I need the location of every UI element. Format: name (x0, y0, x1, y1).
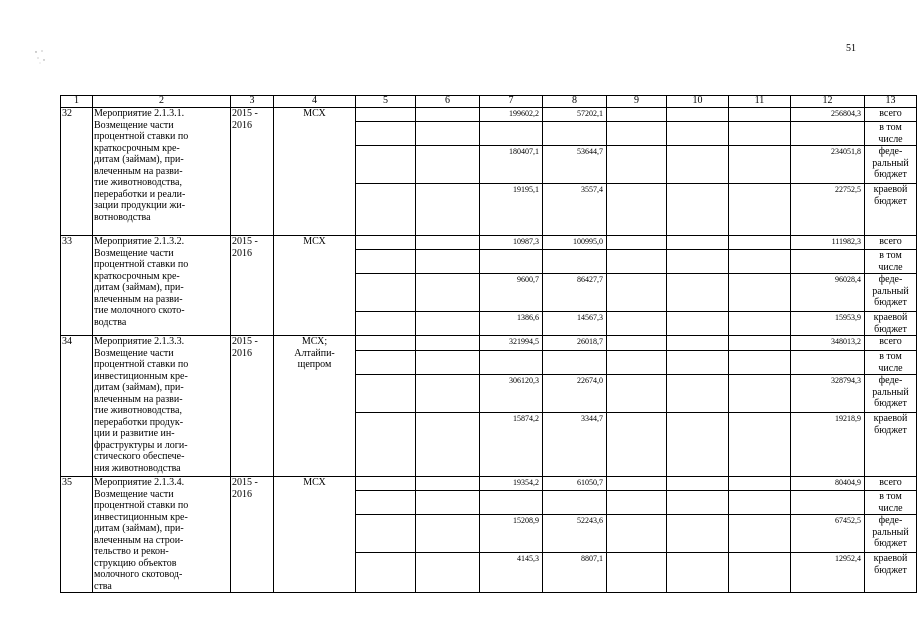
col9-cell (607, 351, 667, 375)
text-line: вотноводства (94, 211, 151, 223)
amount-total (791, 491, 865, 515)
funding-source (865, 312, 917, 336)
col10-cell (667, 108, 729, 122)
amount-total: 328794,3 (791, 375, 865, 413)
col6-cell (416, 375, 480, 413)
amount-total: 234051,8 (791, 146, 865, 184)
column-header-5: 5 (356, 96, 416, 108)
col11-cell (729, 250, 791, 274)
col11-cell (729, 553, 791, 593)
amount-total: 15953,9 (791, 312, 865, 336)
table-row (61, 477, 917, 491)
col11-cell (729, 515, 791, 553)
text-line: Возмещение части (94, 247, 174, 259)
text-line: 2016 (232, 247, 252, 259)
text-line: феде- (878, 146, 903, 157)
col9-cell (607, 122, 667, 146)
text-line: ния животноводства (94, 462, 181, 474)
text-line: тельство и рекон- (94, 546, 169, 557)
measure-description (93, 108, 231, 236)
col6-cell (416, 515, 480, 553)
funding-source (865, 108, 917, 122)
col6-cell (416, 553, 480, 593)
amount-2016: 52243,6 (543, 515, 607, 553)
col10-cell (667, 274, 729, 312)
col9-cell (607, 250, 667, 274)
amount-2015: 19195,1 (480, 184, 543, 236)
amount-total: 256804,3 (791, 108, 865, 122)
amount-2016: 100995,0 (543, 236, 607, 250)
column-header-9: 9 (607, 96, 667, 108)
amount-total: 67452,5 (791, 515, 865, 553)
col6-cell (416, 491, 480, 515)
text-line: Возмещение части (94, 488, 174, 500)
text-line: Мероприятие 2.1.3.2. (94, 236, 185, 247)
text-line: молочного скотовод- (94, 569, 183, 580)
amount-2015: 19354,2 (480, 477, 543, 491)
page-number: 51 (846, 43, 856, 54)
col11-cell (729, 146, 791, 184)
amount-2015 (480, 351, 543, 375)
text-line: бюджет (874, 297, 907, 308)
col6-cell (416, 477, 480, 491)
implementation-period (231, 477, 274, 593)
text-line: Возмещение части (94, 119, 174, 131)
col9-cell (607, 553, 667, 593)
col10-cell (667, 236, 729, 250)
text-line: 2015 - (232, 477, 258, 488)
funding-source (865, 336, 917, 351)
text-line: Возмещение части (94, 347, 174, 359)
col5-cell (356, 122, 416, 146)
text-line: дитам (займам), при- (94, 382, 184, 393)
text-line: бюджет (874, 564, 907, 576)
text-line: всего (879, 477, 902, 488)
text-line: в том (879, 250, 902, 261)
row-index: 32 (61, 108, 93, 236)
text-line: Алтайпи- (294, 347, 335, 359)
text-line: феде- (878, 375, 903, 386)
column-header-6: 6 (416, 96, 480, 108)
text-line: бюджет (874, 195, 907, 207)
text-line: процентной ставки по (94, 359, 189, 370)
column-header-7: 7 (480, 96, 543, 108)
text-line: краевой (873, 413, 908, 424)
col5-cell (356, 477, 416, 491)
amount-total: 12952,4 (791, 553, 865, 593)
amount-2016 (543, 491, 607, 515)
col6-cell (416, 351, 480, 375)
col11-cell (729, 351, 791, 375)
col10-cell (667, 553, 729, 593)
col10-cell (667, 375, 729, 413)
col10-cell (667, 312, 729, 336)
text-line: феде- (878, 515, 903, 526)
col10-cell (667, 491, 729, 515)
funding-source (865, 351, 917, 375)
amount-total (791, 122, 865, 146)
text-line: числе (878, 261, 903, 273)
col5-cell (356, 351, 416, 375)
executor (274, 108, 356, 236)
text-line: тие молочного ското- (94, 305, 185, 316)
text-line: в том (879, 491, 902, 502)
amount-2015: 180407,1 (480, 146, 543, 184)
text-line: щепром (297, 359, 332, 370)
col9-cell (607, 312, 667, 336)
column-header-13: 13 (865, 96, 917, 108)
col5-cell (356, 553, 416, 593)
text-line: дитам (займам), при- (94, 154, 184, 165)
col5-cell (356, 236, 416, 250)
col10-cell (667, 250, 729, 274)
text-line: ральный (872, 285, 909, 297)
col6-cell (416, 312, 480, 336)
amount-total: 22752,5 (791, 184, 865, 236)
executor (274, 236, 356, 336)
col10-cell (667, 515, 729, 553)
budget-table-body (61, 96, 917, 593)
funding-source (865, 184, 917, 236)
text-line: 2016 (232, 119, 252, 131)
col10-cell (667, 146, 729, 184)
text-line: МСХ (303, 477, 326, 488)
funding-source (865, 236, 917, 250)
col5-cell (356, 274, 416, 312)
amount-total: 348013,2 (791, 336, 865, 351)
col11-cell (729, 491, 791, 515)
funding-source (865, 122, 917, 146)
col11-cell (729, 477, 791, 491)
column-header-11: 11 (729, 96, 791, 108)
text-line: 2016 (232, 347, 252, 359)
text-line: переработки продук- (94, 416, 184, 428)
col10-cell (667, 122, 729, 146)
amount-2016 (543, 351, 607, 375)
amount-2016: 22674,0 (543, 375, 607, 413)
text-line: ции и развитие ин- (94, 428, 175, 439)
col11-cell (729, 312, 791, 336)
funding-source (865, 274, 917, 312)
col9-cell (607, 413, 667, 477)
text-line: влеченным на строи- (94, 534, 184, 546)
text-line: краевой (873, 312, 908, 323)
amount-2015 (480, 491, 543, 515)
text-line: 2015 - (232, 108, 258, 119)
amount-2016: 3344,7 (543, 413, 607, 477)
text-line: процентной ставки по (94, 500, 189, 511)
col11-cell (729, 108, 791, 122)
text-line: влеченным на разви- (94, 393, 183, 405)
amount-2016: 26018,7 (543, 336, 607, 351)
funding-source (865, 413, 917, 477)
column-header-10: 10 (667, 96, 729, 108)
col6-cell (416, 336, 480, 351)
table-row (61, 236, 917, 250)
col6-cell (416, 274, 480, 312)
text-line: краевой (873, 184, 908, 195)
text-line: краткосрочным кре- (94, 142, 180, 154)
text-line: бюджет (874, 538, 907, 549)
text-line: влеченным на разви- (94, 165, 183, 177)
amount-2016 (543, 122, 607, 146)
col10-cell (667, 413, 729, 477)
text-line: тие животноводства, (94, 405, 182, 416)
text-line: водства (94, 316, 127, 328)
amount-total: 111982,3 (791, 236, 865, 250)
funding-source (865, 491, 917, 515)
col11-cell (729, 336, 791, 351)
text-line: дитам (займам), при- (94, 282, 184, 293)
text-line: МСХ (303, 108, 326, 119)
measure-description (93, 336, 231, 477)
amount-2016: 3557,4 (543, 184, 607, 236)
text-line: МСХ (303, 236, 326, 247)
text-line: ства (94, 580, 112, 592)
amount-total (791, 351, 865, 375)
column-header-8: 8 (543, 96, 607, 108)
funding-source (865, 515, 917, 553)
column-header-4: 4 (274, 96, 356, 108)
col9-cell (607, 375, 667, 413)
amount-2015 (480, 122, 543, 146)
amount-total (791, 250, 865, 274)
text-line: всего (879, 236, 902, 247)
text-line: инвестиционным кре- (94, 511, 188, 523)
text-line: струкцию объектов (94, 557, 177, 569)
measure-description (93, 236, 231, 336)
col5-cell (356, 250, 416, 274)
text-line: 2016 (232, 488, 252, 500)
row-index: 34 (61, 336, 93, 477)
amount-2015: 9600,7 (480, 274, 543, 312)
col5-cell (356, 312, 416, 336)
col9-cell (607, 515, 667, 553)
row-index: 33 (61, 236, 93, 336)
funding-source (865, 477, 917, 491)
col5-cell (356, 146, 416, 184)
funding-source (865, 553, 917, 593)
col5-cell (356, 108, 416, 122)
text-line: процентной ставки по (94, 131, 189, 142)
budget-table (60, 95, 917, 593)
text-line: ральный (872, 526, 909, 538)
text-line: процентной ставки по (94, 259, 189, 270)
text-line: влеченным на разви- (94, 293, 183, 305)
col9-cell (607, 477, 667, 491)
col5-cell (356, 515, 416, 553)
col10-cell (667, 336, 729, 351)
text-line: бюджет (874, 398, 907, 409)
funding-source (865, 250, 917, 274)
funding-source (865, 146, 917, 184)
column-header-12: 12 (791, 96, 865, 108)
text-line: переработки и реали- (94, 188, 186, 200)
col9-cell (607, 491, 667, 515)
amount-total: 80404,9 (791, 477, 865, 491)
implementation-period (231, 336, 274, 477)
col9-cell (607, 146, 667, 184)
col10-cell (667, 184, 729, 236)
text-line: инвестиционным кре- (94, 370, 188, 382)
col9-cell (607, 184, 667, 236)
col6-cell (416, 146, 480, 184)
text-line: ральный (872, 157, 909, 169)
column-header-3: 3 (231, 96, 274, 108)
amount-2015: 15208,9 (480, 515, 543, 553)
amount-2016 (543, 250, 607, 274)
text-line: бюджет (874, 169, 907, 180)
amount-2016: 57202,1 (543, 108, 607, 122)
col11-cell (729, 236, 791, 250)
text-line: зации продукции жи- (94, 200, 186, 211)
text-line: всего (879, 108, 902, 119)
amount-2015: 306120,3 (480, 375, 543, 413)
text-line: числе (878, 133, 903, 145)
text-line: дитам (займам), при- (94, 523, 184, 534)
row-index: 35 (61, 477, 93, 593)
text-line: числе (878, 362, 903, 374)
col11-cell (729, 413, 791, 477)
col9-cell (607, 274, 667, 312)
amount-2015: 199602,2 (480, 108, 543, 122)
implementation-period (231, 236, 274, 336)
executor (274, 336, 356, 477)
executor (274, 477, 356, 593)
col11-cell (729, 122, 791, 146)
text-line: Мероприятие 2.1.3.3. (94, 336, 185, 347)
amount-2015: 15874,2 (480, 413, 543, 477)
text-line: бюджет (874, 424, 907, 436)
text-line: Мероприятие 2.1.3.4. (94, 477, 185, 488)
amount-2016: 8807,1 (543, 553, 607, 593)
text-line: феде- (878, 274, 903, 285)
col5-cell (356, 413, 416, 477)
text-line: Мероприятие 2.1.3.1. (94, 108, 185, 119)
col9-cell (607, 236, 667, 250)
col5-cell (356, 184, 416, 236)
text-line: 2015 - (232, 336, 258, 347)
amount-2015: 321994,5 (480, 336, 543, 351)
text-line: числе (878, 502, 903, 514)
col11-cell (729, 274, 791, 312)
text-line: МСХ; (301, 336, 328, 347)
text-line: в том (879, 122, 902, 133)
amount-total: 19218,9 (791, 413, 865, 477)
amount-total: 96028,4 (791, 274, 865, 312)
col6-cell (416, 236, 480, 250)
amount-2015: 4145,3 (480, 553, 543, 593)
amount-2016: 61050,7 (543, 477, 607, 491)
text-line: ральный (872, 386, 909, 398)
col9-cell (607, 108, 667, 122)
funding-source (865, 375, 917, 413)
amount-2015: 1386,6 (480, 312, 543, 336)
col6-cell (416, 184, 480, 236)
col11-cell (729, 184, 791, 236)
col6-cell (416, 122, 480, 146)
header-row (61, 96, 917, 108)
col6-cell (416, 413, 480, 477)
table-row (61, 108, 917, 122)
col5-cell (356, 375, 416, 413)
text-line: фраструктуры и логи- (94, 439, 188, 451)
amount-2015 (480, 250, 543, 274)
text-line: краевой (873, 553, 908, 564)
text-line: в том (879, 351, 902, 362)
text-line: стического обеспече- (94, 451, 185, 462)
amount-2016: 86427,7 (543, 274, 607, 312)
col10-cell (667, 351, 729, 375)
amount-2015: 10987,3 (480, 236, 543, 250)
text-line: краткосрочным кре- (94, 270, 180, 282)
scan-artifact-icon (32, 46, 52, 66)
col11-cell (729, 375, 791, 413)
text-line: тие животноводства, (94, 177, 182, 188)
col6-cell (416, 108, 480, 122)
text-line: всего (879, 336, 902, 347)
col10-cell (667, 477, 729, 491)
text-line: бюджет (874, 323, 907, 335)
col5-cell (356, 336, 416, 351)
amount-2016: 53644,7 (543, 146, 607, 184)
implementation-period (231, 108, 274, 236)
amount-2016: 14567,3 (543, 312, 607, 336)
text-line: 2015 - (232, 236, 258, 247)
column-header-1: 1 (61, 96, 93, 108)
measure-description (93, 477, 231, 593)
table-row (61, 336, 917, 351)
col5-cell (356, 491, 416, 515)
column-header-2: 2 (93, 96, 231, 108)
col9-cell (607, 336, 667, 351)
col6-cell (416, 250, 480, 274)
